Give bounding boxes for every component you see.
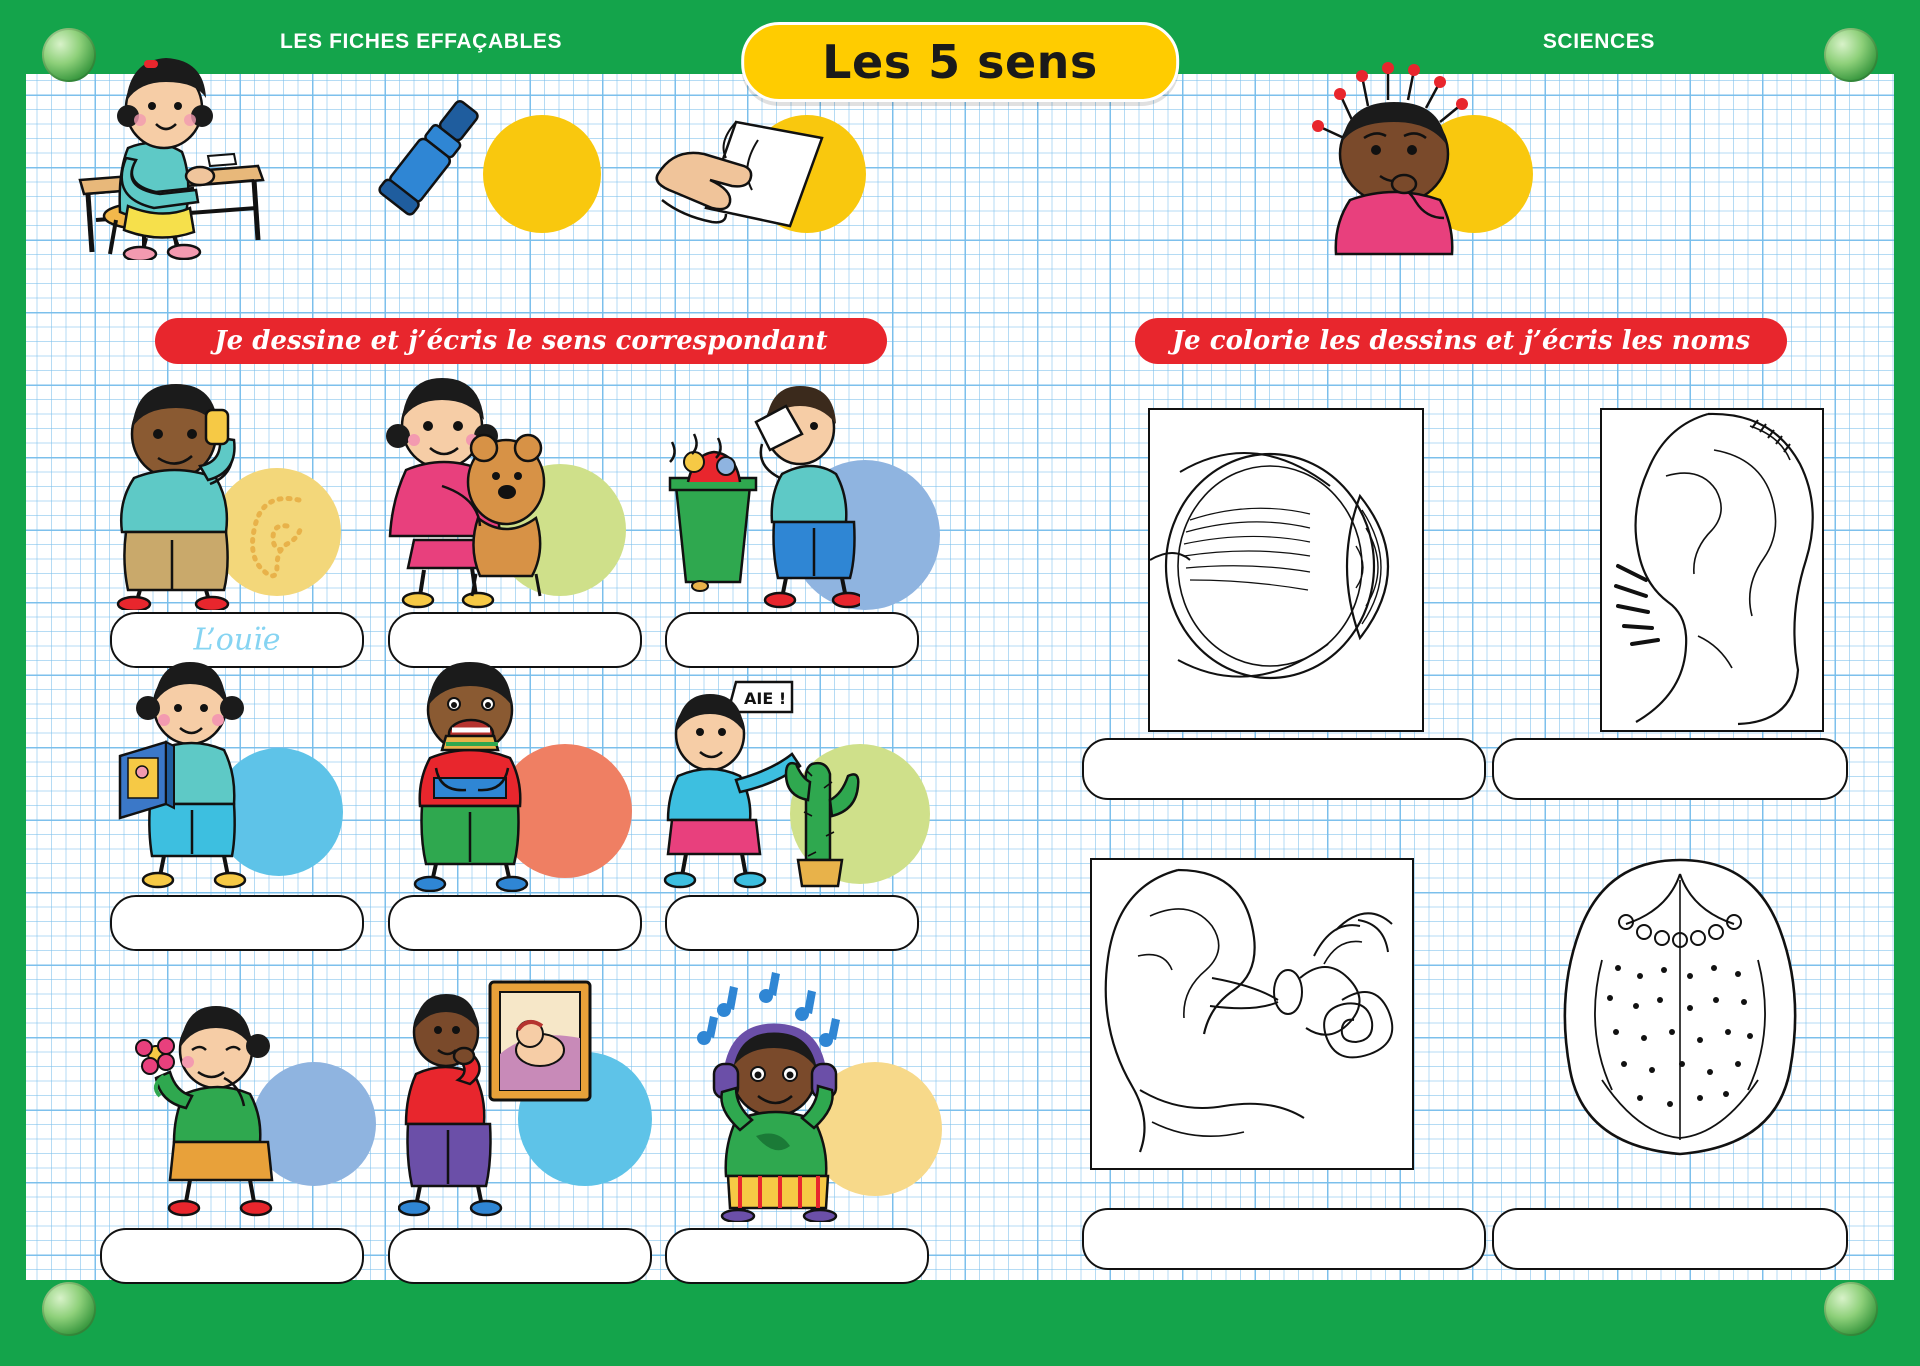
boy-looking-painting-icon: [398, 978, 608, 1222]
right-green-band: [1894, 0, 1920, 1366]
child-on-phone-icon: [110, 380, 260, 610]
eye-anatomy-diagram: [1148, 408, 1424, 732]
page-title-text: Les 5 sens: [822, 35, 1098, 89]
answer-pill-reading[interactable]: [110, 895, 364, 951]
girl-smelling-flower-icon: [130, 1002, 320, 1222]
corner-screw-bottom-right: [1824, 1282, 1878, 1336]
thinking-child-icon: [1300, 58, 1500, 258]
left-green-band: [0, 0, 26, 1366]
header-right-label: SCIENCES: [1542, 30, 1655, 53]
bottom-green-band: [0, 1280, 1920, 1366]
boy-smelling-trash-icon: [660, 382, 860, 612]
banner-right: Je colorie les dessins et j’écris les noms: [1135, 318, 1787, 364]
girl-touching-cactus-icon: [652, 676, 882, 892]
answer-pill-cactus[interactable]: [665, 895, 919, 951]
corner-screw-top-right: [1824, 28, 1878, 82]
ear-anatomy-diagram: [1090, 858, 1414, 1170]
girl-reading-book-icon: [118, 660, 278, 892]
header-left-label: LES FICHES EFFAÇABLES: [280, 30, 563, 53]
marker-icon: [370, 96, 540, 246]
answer-text-phone: L’ouïe: [193, 622, 281, 658]
boy-eating-sandwich-icon: [396, 660, 566, 892]
answer-pill-flower[interactable]: [100, 1228, 364, 1284]
girl-at-desk-icon: [58, 30, 288, 260]
tongue-anatomy-diagram: [1540, 850, 1820, 1170]
answer-pill-painting[interactable]: [388, 1228, 652, 1284]
answer-pill-trash[interactable]: [665, 612, 919, 668]
svg-text:AIE !: AIE !: [744, 689, 787, 708]
answer-pill-nose[interactable]: [1492, 738, 1848, 800]
hand-wipe-icon: [640, 104, 830, 254]
corner-screw-bottom-left: [42, 1282, 96, 1336]
girl-hugging-teddy-icon: [380, 378, 560, 610]
banner-left: Je dessine et j’écris le sens correspondant: [155, 318, 887, 364]
page-title: [741, 22, 1179, 102]
nose-anatomy-diagram: [1600, 408, 1824, 732]
answer-pill-eating[interactable]: [388, 895, 642, 951]
answer-pill-ear[interactable]: [1082, 1208, 1486, 1270]
boy-with-headphones-icon: [670, 968, 890, 1222]
answer-pill-tongue[interactable]: [1492, 1208, 1848, 1270]
answer-pill-eye[interactable]: [1082, 738, 1486, 800]
answer-pill-music[interactable]: [665, 1228, 929, 1284]
